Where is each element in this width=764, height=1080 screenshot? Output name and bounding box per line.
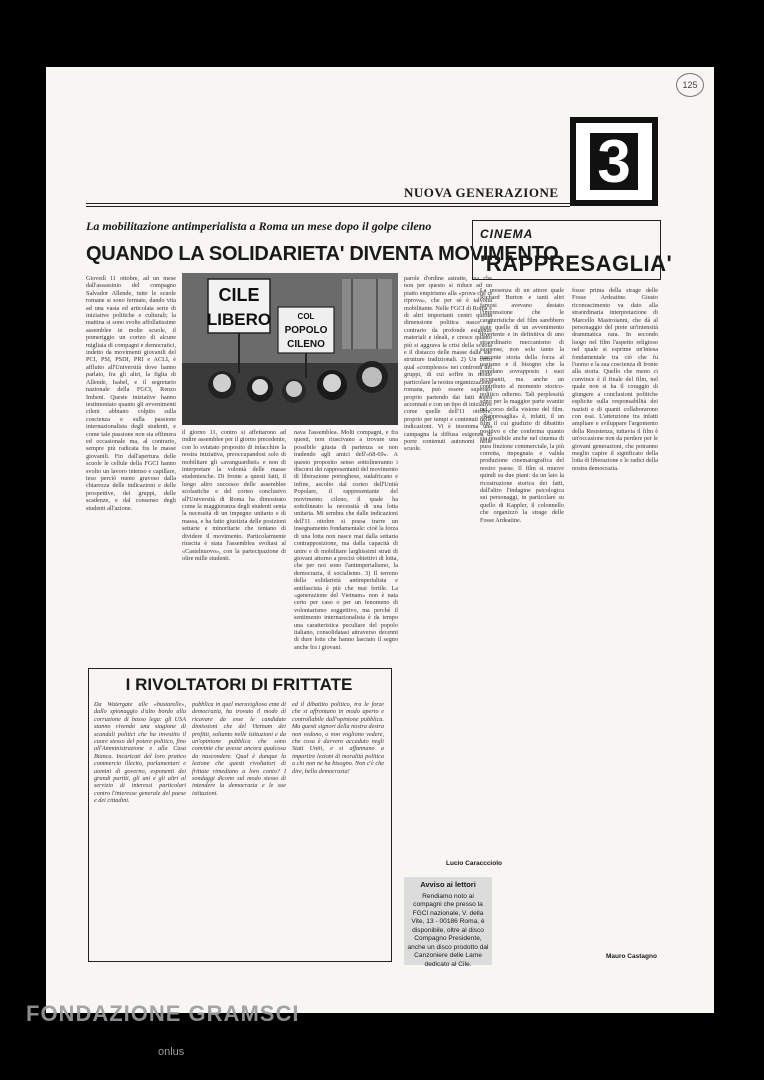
protest-photo <box>182 273 398 425</box>
newspaper-page <box>46 67 714 1013</box>
lead-article-column-4: parole d'ordine astratte, ma che non per questo si riduce ad un piatto empirismo alla «prova che ci riprova», che per sé è talvolta mobilitante. Nelle FGCI di Roma e di altri importanti centri questa dimensione politica nasce al contrario da profonde esigenze materiali e ideali, e cresce quanto più si aggrava la crisi della scuola e il distacco delle masse dalle sue strutture tradizionali. 2) Un certo qual «complesso» nei confronti dei gruppi, di cui soffre in modo particolare la nostra organizzazione romana, può essere superato proprio partendo dai fatti sopra accennati e con un tipo di iniziative come quelle dell'11 ottobre, proprio per tempi e contenuti nelle indicazioni. Vi è insomma una campagna la diffusa esigenza di porre contenuti autonomi nelle scuole. <box>404 275 492 453</box>
cinema-signature: Mauro Castagno <box>606 953 657 960</box>
sign-text-1: CILE <box>218 285 260 305</box>
cinema-column-2: fosse prima della strage delle Fosse Ardeatine. Giusto riconoscimento va dato alla straordinaria interpretazione di Marcello Mastroianni, che dà al personaggio del prete un'intensità drammatica rara. In secondo luogo nel film l'aspetto religioso nel quale si esprime un'intesa fondamentale tra ciò che fu l'uomo e la sua coscienza di fronte alla storia. Quello che meno ci convince è il finale del film, nel quale non si ha il coraggio di giungere a conclusioni politiche esplicite sulla responsabilità dei nazisti e di quanti collaborarono con essi. L'attenzione tra infatti ampliare e sviluppare l'argomento della Resistenza, tuttavia il film è un'occasione non da perdere per le giovani generazioni, che potranno meglio capire il significato della lotta di liberazione e le radici della nostra democrazia. <box>572 287 658 472</box>
boxed-column-text-1: Da Watergate alle «bustarelle», dallo spionaggio d'alto bordo alla corruzione di basso lega: gli USA stanno vivendo una stagione di scandali politici che ha investito il cuore stesso del potere politico, fino all'Amministrazione e alla Casa Bianca. Incaricati del loro pratico commercio illecito, parlamentari e uomini di governo, esponenti dei grandi partiti, gli uni e gli altri al servizio di interessi particolari contro l'interesse generale del paese e dei cittadini. <box>94 701 186 805</box>
boxed-column-title: I RIVOLTATORI DI FRITTATE <box>125 675 353 694</box>
boxed-column-text-3: ed il dibattito politico, tra le forze che si affrontano in modo aperto e controllabile dall'opinione pubblica. Ma questi signori della nostra destra non vedono, o non vogliono vedere, che cosa è davvero accaduto negli Stati Uniti, e si affannano a impartire lezioni di moralità politica a chi non ne ha bisogno. Non c'è che dire, bella democrazia! <box>292 701 384 775</box>
section-name: NUOVA GENERAZIONE <box>404 185 559 200</box>
article-headline: QUANDO LA SOLIDARIETA' DIVENTA MOVIMENTO <box>86 243 559 265</box>
lead-article-column-2: il giorno 11, contro si affettarono ad indire assemblee per il giorno precedente, con lo sviatato proposito di infacchire la nostra iniziativa, preoccupandosi solo di mobilitare gli «avanguardisti» e non di interpretare la volontà delle masse studentesche. Di fronte a questi fatti, il luogo altro successo delle assemblee scolastiche e del corteo conclusivo all'Università di Roma ha dimostrato come la maggioranza degli studenti senta la necessità di un impegno unitario e di massa, e ha fatto giustizia delle posizioni settarie e minoritarie che tentano di dividere il movimento. Particolarmente riuscita è stata l'assemblea svoltasi al «Castelnuovo», con la partecipazione di oltre mille studenti. <box>182 429 286 562</box>
cinema-title: 'RAPPRESAGLIA' <box>480 251 673 276</box>
reader-notice-body: Rendiamo noto ai compagni che presso la FGCI nazionale, V. della Vite, 13 - 00186 Roma, è disponibile, oltre al disco Compagno Presidente, anche un disco prodotto dal Canzoniere delle Lame dedicato al Cile. <box>407 892 489 968</box>
archive-watermark: FONDAZIONE GRAMSCI <box>26 1001 300 1026</box>
section-number-frame <box>576 123 652 200</box>
lead-article-signature: Lucio Caraccciolo <box>446 860 502 867</box>
article-kicker: La mobilitazione antimperialista a Roma un mese dopo il golpe cileno <box>86 219 432 233</box>
reader-notice-box <box>404 877 492 968</box>
protest-photo-illustration <box>182 273 398 425</box>
boxed-column-text-2: pubblica in quel meraviglioso ente di democrazia, ha trovato il modo di ricavare da esse le candidate dimissioni che del Vietnam dei profitti, soltanto nelle istituzioni e da un'opinione pubblica che sono convinte che avesse ancora qualcosa da nascondere. Qual è dunque la lezione che questi rivoltatori di frittate rimediano a loro conto? I sondaggi dicono sul modo stesso di intendere la democrazia e le sue istituzioni. <box>192 701 286 797</box>
header-rule <box>86 203 570 204</box>
archive-watermark-suffix: onlus <box>158 1046 185 1058</box>
sign-text-3: COL <box>297 312 315 321</box>
lead-article-column-3: nava l'assemblea. Molti compagni, e fra questi, non riuscivano a trovare una possibile giusta di partenza se non tradendo agli amici dell'«68-69». A questo proposito senso sottolineranno i discorsi dei rappresentanti del movimento di liberazione portoghese, sudafricano e infine, ascolto dal corteo dell'Unità Popolare, il rappresentante del movimento cileno, il quale ha sottolineato la necessità di una lotta unitaria. Mi sembra che dalle indicazioni dell'11 ottobre si possa trarre un insegnamento fondamentale: cioè la forza di una lotta non nasce mai dalla settaria contrapposizione, ma dalla capacità di unire e di mobilitare larghissimi strati di giovani attorno a precisi obiettivi di lotta, che per noi sono l'antimperialismo, la democrazia, il socialismo. 3) Il terreno della solidarietà antimperialista e antifascista è più che mai fertile. La «generazione del Vietnam» non è nata certo per caso o per un fenomeno di volontarismo soggettivo, ma perché il sentimento internazionalista è da tempo una caratteristica peculiare del popolo italiano, consolidatasi attraverso decenni di dure lotte che hanno lasciato il segno anche fra i giovani. <box>294 429 398 651</box>
sign-text-2: LIBERO <box>206 310 272 329</box>
sign-text-4: POPOLO <box>284 325 328 336</box>
cinema-column-1: La presenza di un attore quale Richard Burton e tanti altri famosi avevano destato l'impressione che le caratteristiche del film sarebbero state quelle di un avvenimento divertente e in definitiva di uno straordinario meccanismo di suspense, non solo tanto la nascente storia della forza al nazismo e il bisogno che la prendano sovrapposto i suoi occupanti, ma anche un contributo al momento storico-politico odierno. Tali perplessità sono per la maggior parte svanite nel corso della visione del film. «Rappresaglia» è, infatti, il un film il cui giudizio di dibattito positivo e che conferma quanto sia possibile anche nel cinema di pura finzione commerciale, la più corretta, impegnata e valida produzione cinematografica del nostro paese. Il film si muove quindi su due piani: da un lato la ricostruzione storica dei fatti, dall'altro l'indagine psicologica sui personaggi, in particolare su quello di Kappler, il colonnello che organizzò la strage delle Fosse Ardeatine. <box>480 287 564 524</box>
section-number-box <box>570 117 658 206</box>
sign-text-5: CILENO <box>287 339 325 350</box>
cinema-label: CINEMA <box>480 227 534 241</box>
reader-notice-title: Avviso ai lettori <box>420 880 476 889</box>
header-rule-2 <box>86 206 570 207</box>
section-number: 3 <box>590 133 638 190</box>
lead-article-column-1: Giovedì 11 ottobre, ad un mese dall'assassinio del compagno Salvador Allende, tutte le scuole romane si sono fermate, dando vita ad una vasta ed articolata serie di iniziative politiche e culturali; la mattina si sono svolte affollatissime assemblee in molte scuole, il pomeriggio un corteo di alcune migliaia di compagni e democratici, indetto da movimenti giovanili del PCI, PSI, PSDI, PRI e ACLI, è affluito all'Università dove hanno parlato, fra gli altri, la figlia di Allende, Isabel, e il segretario nazionale della FGCI, Renzo Imbeni. Queste iniziative hanno testimoniato quanto gli avvenimenti cileni abbiano colpito sulla coscienza e sulla passione internazionalista degli studenti, e come tale passione non sia effimera ed occasionale ma, al contrario, sempre più radicata fra le masse giovanili. Fin dall'apertura delle scuole le cellule della FGCI hanno svolto un lavoro intenso e capillare, teso perciò meno gravoso dalla chiarezza delle indicazioni e delle prospettive, dei gruppi, delle scadenze, e dal consenso degli studenti all'azione. <box>86 275 176 512</box>
handwritten-page-number: 125 <box>676 73 704 97</box>
